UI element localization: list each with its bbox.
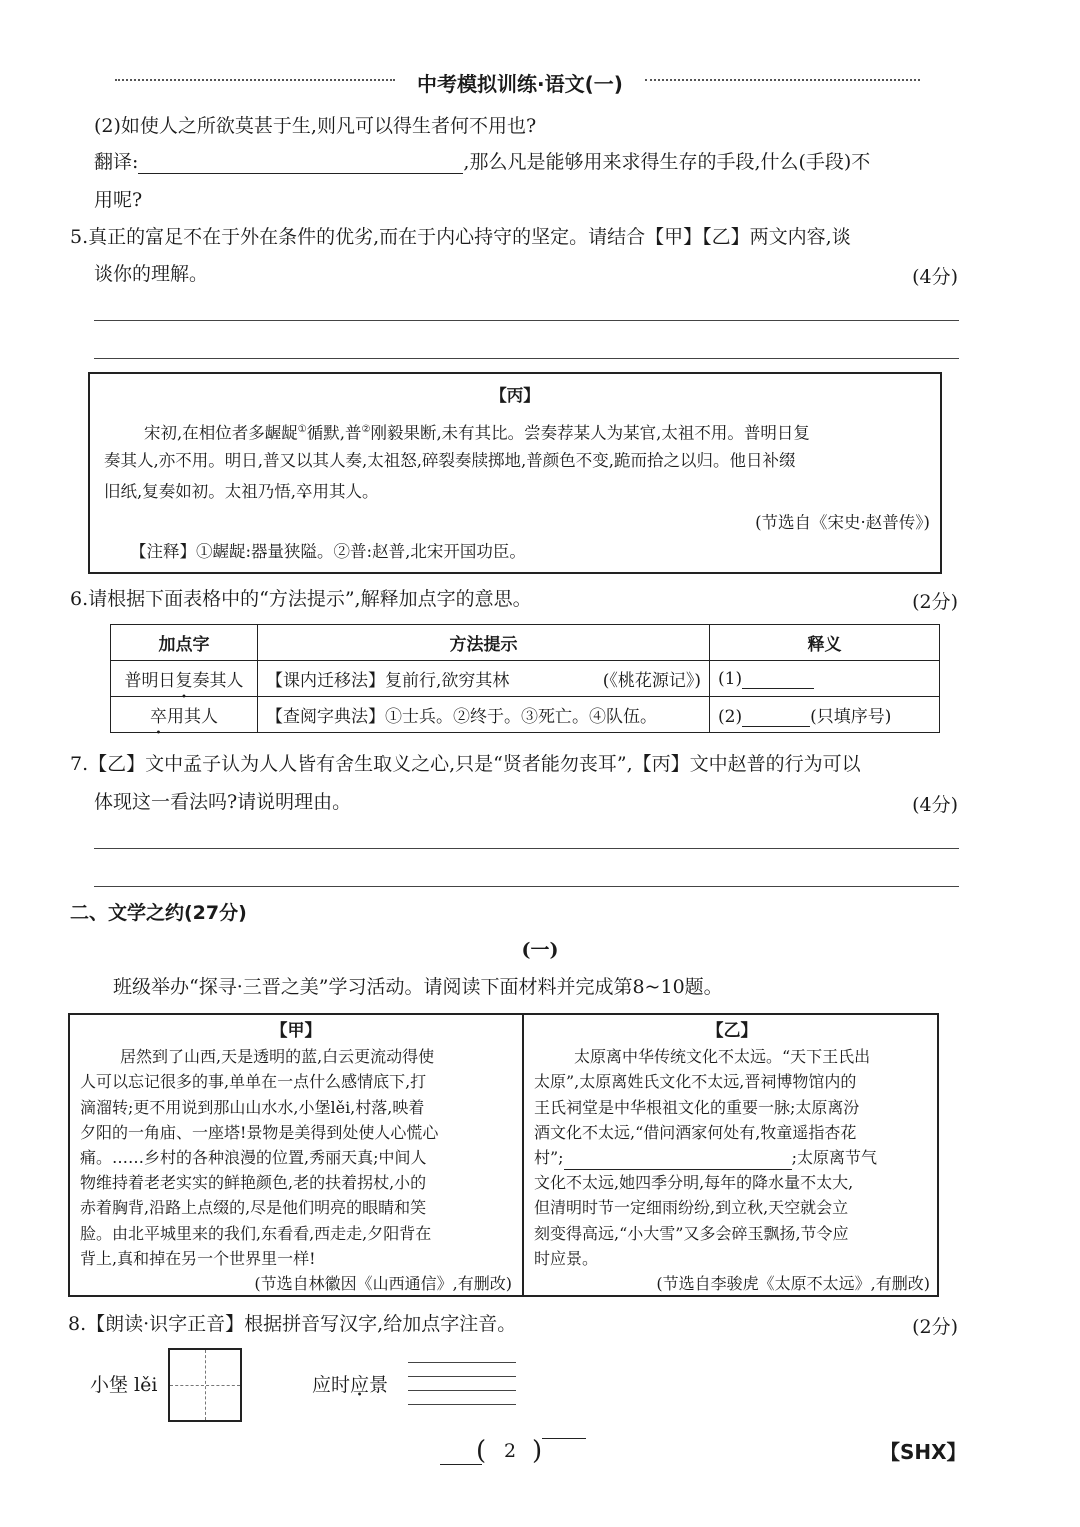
character-writing-grid[interactable]: [168, 1348, 242, 1422]
q7-score: (4分): [912, 794, 958, 816]
row1-meaning: [710, 661, 940, 697]
row2-meaning: [710, 697, 940, 733]
bing-line-1a: 宋初,在相位者多龌龊: [144, 423, 298, 443]
q5-line1: 5.真正的富足不在于外在条件的优劣,而在于内心持守的坚定。请结合【甲】【乙】两文内容,谈: [70, 226, 851, 248]
edition-code: 【SHX】: [880, 1440, 967, 1464]
table-row: [111, 697, 940, 733]
jia-line: 赤着胸背,沿路上点缀的,尽是他们明亮的眼睛和笑: [80, 1198, 427, 1218]
q7-answer-line-1[interactable]: [94, 848, 959, 849]
q7-line2: 体现这一看法吗?请说明理由。: [94, 791, 352, 813]
yi-line: 酒文化不太远,“借问酒家何处有,牧童遥指杏花: [534, 1122, 857, 1142]
bing-title: 【丙】: [490, 386, 540, 405]
pinyin-line-3[interactable]: [408, 1390, 516, 1391]
passage-yi: [534, 1015, 930, 1295]
right-paren-icon: ): [532, 1436, 543, 1466]
footnote-ref-2: ②: [361, 424, 371, 435]
row1-char-a: 普明日: [124, 671, 176, 691]
yi-line: 太原离中华传统文化不太远。“天下王氏出: [574, 1047, 871, 1067]
section-2-title: 二、文学之约(27分): [70, 902, 247, 924]
yi-line: 王氏祠堂是中华根祖文化的重要一脉;太原离汾: [534, 1097, 860, 1117]
bing-line-1: [144, 414, 810, 449]
q6-score: (2分): [912, 591, 958, 613]
table-header-row: [111, 625, 940, 661]
yi-line: 刻变得高远,“小大雪”又多会碎玉飘扬,节令应: [534, 1223, 849, 1243]
passage-jia: [80, 1015, 512, 1295]
jia-line: 夕阳的一角庙、一座塔!景物是美得到处使人心慌心: [80, 1122, 439, 1142]
q7-answer-line-2[interactable]: [94, 886, 959, 887]
jia-line: 背上,真和掉在另一个世界里一样!: [80, 1248, 316, 1268]
dotted-char-fu: 复: [175, 671, 193, 691]
q5-score: (4分): [912, 266, 958, 288]
yi-source: (节选自李骏虎《太原不太远》,有删改): [656, 1274, 930, 1294]
bing-line-1b: 循默,普: [306, 423, 362, 443]
jia-line: 滴溜转;更不用说到那山山水水,小堡lěi,村落,映着: [80, 1097, 425, 1117]
grid-guide-horizontal: [170, 1385, 240, 1386]
row2-method: 【查阅字典法】①士兵。②终于。③死亡。④队伍。: [258, 697, 710, 733]
bing-line-3: [104, 476, 379, 507]
yi-fill-blank[interactable]: [564, 1151, 792, 1170]
header-dotted-rule-left: [115, 79, 395, 81]
bing-line-1c: 刚毅果断,未有其比。尝奏荐某人为某官,太祖不用。普明日复: [370, 423, 810, 443]
row1-answer-blank[interactable]: [742, 670, 814, 689]
row1-char-b: 奏其人: [192, 671, 244, 691]
bing-passage-box: [88, 372, 942, 574]
page-number-ornament: [440, 1436, 590, 1468]
column-divider: [522, 1015, 524, 1295]
q8-item-ying: [312, 1373, 388, 1397]
row1-char: [111, 661, 258, 697]
translation-tail: ,那么凡是能够用来求得生存的手段,什么(手段)不: [463, 151, 871, 173]
method-table: [110, 624, 940, 733]
page-header: [115, 68, 920, 96]
jia-line: 物维持着老老实实的鲜艳颜色,老的扶着拐杖,小的: [80, 1173, 427, 1193]
bing-line-3b: 用其人。: [312, 482, 379, 501]
th-method: 方法提示: [258, 625, 710, 661]
dotted-char-zu-table: 卒: [150, 707, 167, 727]
left-paren-icon: (: [476, 1436, 487, 1466]
bing-source: (节选自《宋史·赵普传》): [755, 513, 930, 532]
dotted-char-ying: 应: [350, 1374, 370, 1396]
yi-line: 但清明时节一定细雨纷纷,到立秋,天空就会立: [534, 1198, 849, 1218]
q7-line1: 7.【乙】文中孟子认为人人皆有舍生取义之心,只是“贤者能勿丧耳”,【丙】文中赵普的行为可以: [70, 753, 861, 775]
ornament-rule-right: [542, 1438, 586, 1439]
row2-answer-blank[interactable]: [742, 708, 810, 727]
header-dotted-rule-right: [645, 79, 920, 81]
q5-answer-line-1[interactable]: [94, 320, 959, 321]
q5-line2: 谈你的理解。: [94, 263, 209, 285]
jia-title: 【甲】: [270, 1021, 322, 1041]
q8-item-lei: 小堡 lěi: [90, 1374, 158, 1396]
yi-line: 太原”,太原离姓氏文化不太远,晋祠博物馆内的: [534, 1072, 857, 1092]
jia-line: 脸。由北平城里来的我们,东看看,西走走,夕阳背在: [80, 1223, 432, 1243]
translation-blank[interactable]: [138, 151, 463, 174]
row2-meaning-label: (2): [718, 707, 743, 727]
page-number: 2: [504, 1440, 517, 1462]
bing-line-3a: 旧纸,复奏如初。太祖乃悟,: [104, 482, 296, 501]
yi-line-5b: ;太原离节气: [791, 1148, 877, 1168]
yi-line: 时应景。: [534, 1248, 599, 1268]
jia-line: 居然到了山西,天是透明的蓝,白云更流动得使: [120, 1047, 435, 1067]
pinyin-line-2[interactable]: [408, 1376, 516, 1377]
jia-line: 人可以忘记很多的事,单单在一点什么感情底下,打: [80, 1072, 427, 1092]
jia-source: (节选自林徽因《山西通信》,有删改): [254, 1274, 512, 1294]
pinyin-line-4[interactable]: [408, 1404, 516, 1405]
row2-char-b: 用其人: [167, 707, 218, 727]
bing-note: 【注释】①龌龊:器量狭隘。②普:赵普,北宋开国功臣。: [130, 542, 526, 561]
dotted-char-zu: 卒: [296, 482, 313, 501]
q4-2-translation-cont: 用呢?: [94, 189, 143, 211]
row1-method-source: (《桃花源记》): [602, 671, 701, 691]
q8-item-ying-b: 景: [369, 1374, 389, 1396]
row1-method-text: 【课内迁移法】复前行,欲穷其林: [266, 671, 510, 691]
footnote-ref-1: ①: [297, 424, 307, 435]
translation-label: 翻译:: [94, 151, 139, 173]
table-row: [111, 661, 940, 697]
passages-box: [68, 1013, 939, 1297]
yi-line-5a: 村”;: [534, 1148, 564, 1168]
th-meaning: 释义: [710, 625, 940, 661]
th-dotted-char: 加点字: [111, 625, 258, 661]
q8-score: (2分): [912, 1316, 958, 1338]
yi-title: 【乙】: [706, 1021, 758, 1041]
q8-text: 8.【朗读·识字正音】根据拼音写汉字,给加点字注音。: [68, 1313, 517, 1335]
bing-line-2: 奏其人,亦不用。明日,普又以其人奏,太祖怒,碎裂奏牍掷地,普颜色不变,跪而拾之以归。他日补缀: [104, 451, 796, 470]
header-title: 中考模拟训练·语文(一): [395, 68, 645, 97]
yi-line: 文化不太远,她四季分明,每年的降水量不太大,: [534, 1173, 854, 1193]
q6-text: 6.请根据下面表格中的“方法提示”,解释加点字的意思。: [70, 588, 532, 610]
q4-2-translation: [94, 150, 870, 174]
row1-meaning-label: (1): [718, 668, 743, 689]
q8-item-ying-a: 应时: [312, 1374, 351, 1396]
yi-line-with-blank: [534, 1145, 930, 1170]
jia-line: 痛。……乡村的各种浪漫的位置,秀丽天真;中间人: [80, 1148, 427, 1168]
row1-method: [258, 661, 710, 697]
section-2-intro: 班级举办“探寻·三晋之美”学习活动。请阅读下面材料并完成第8~10题。: [113, 976, 723, 998]
row2-hint: (只填序号): [810, 707, 892, 727]
q4-2-question: (2)如使人之所欲莫甚于生,则凡可以得生者何不用也?: [94, 115, 537, 137]
section-2-subtitle: (一): [521, 939, 559, 961]
pinyin-line-1[interactable]: [408, 1362, 516, 1363]
q5-answer-line-2[interactable]: [94, 358, 959, 359]
